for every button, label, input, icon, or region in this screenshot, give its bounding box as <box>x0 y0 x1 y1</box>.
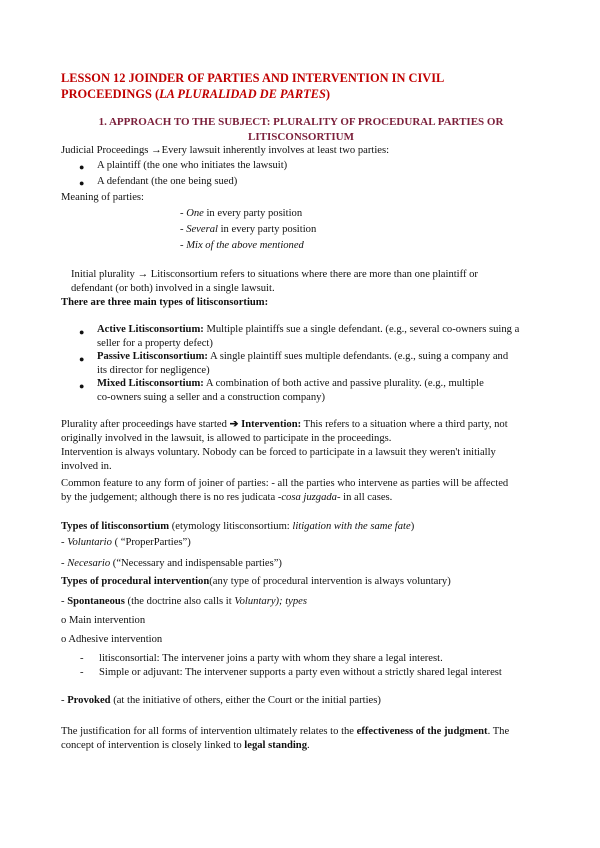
list-item-continuation: its director for negligence) <box>97 365 210 376</box>
plurality-after-line-1: Plurality after proceedings have started ➔ Intervention: This refers to a situation where a third party, not <box>61 419 508 430</box>
types-procedural-heading: Types of procedural intervention(any type of procedural intervention is always voluntary) <box>61 576 451 587</box>
justification-line-1: The justification for all forms of intervention ultimately relates to the effectiveness of the judgment. The <box>61 726 510 737</box>
provoked-item: - Provoked (at the initiative of others, either the Court or the initial parties) <box>61 695 381 706</box>
bullet-icon: ● <box>79 327 85 337</box>
bullet-icon: ● <box>79 354 85 364</box>
list-item: Mixed Litisconsortium: A combination of both active and passive plurality. (e.g., multiple <box>97 378 484 389</box>
three-types-heading: There are three main types of litisconsortium: <box>61 297 269 308</box>
common-feature-line-2: by the judgement; although there is no res judicata -cosa juzgada- in all cases. <box>61 492 393 503</box>
common-feature-line-1: Common feature to any form of joiner of parties: - all the parties who intervene as parties will be affected <box>61 478 509 489</box>
necesario-item: - Necesario (“Necessary and indispensable parties”) <box>61 558 282 569</box>
lesson-title-line-1: LESSON 12 JOINDER OF PARTIES AND INTERVENTION IN CIVIL <box>61 71 445 85</box>
bullet-icon: ● <box>79 162 85 172</box>
list-item: A defendant (the one being sued) <box>97 176 238 187</box>
list-item-continuation: co-owners suing a seller and a construction company) <box>97 392 325 403</box>
initial-plurality-line-1: Initial plurality → Litisconsortium refers to situations where there are more than one plaintiff or <box>71 269 478 280</box>
judicial-intro: Judicial Proceedings →Every lawsuit inherently involves at least two parties: <box>61 145 390 156</box>
litisconsortial-item: litisconsortial: The intervener joins a party with whom they share a legal interest. <box>99 653 443 664</box>
list-item: A plaintiff (the one who initiates the lawsuit) <box>97 160 288 171</box>
section-heading-line-1: 1. APPROACH TO THE SUBJECT: PLURALITY OF PROCEDURAL PARTIES OR <box>98 116 504 128</box>
list-item-continuation: seller for a property defect) <box>97 338 213 349</box>
meaning-item: - Mix of the above mentioned <box>180 240 304 251</box>
plurality-after-line-2: originally involved in the lawsuit, is allowed to participate in the proceedings. <box>61 433 392 444</box>
dash-icon: - <box>80 667 84 678</box>
main-intervention-item: o Main intervention <box>61 615 146 626</box>
bullet-icon: ● <box>79 381 85 391</box>
meaning-item: - One in every party position <box>180 208 303 219</box>
justification-line-2: concept of intervention is closely linked to legal standing. <box>61 740 310 751</box>
meaning-item: - Several in every party position <box>180 224 317 235</box>
plurality-after-line-4: involved in. <box>61 461 112 472</box>
types-litisconsortium-heading: Types of litisconsortium (etymology litisconsortium: litigation with the same fate) <box>61 521 415 532</box>
initial-plurality-line-2: defendant (or both) involved in a single lawsuit. <box>71 283 275 294</box>
bullet-icon: ● <box>79 178 85 188</box>
section-heading-line-2: LITISCONSORTIUM <box>248 131 354 143</box>
meaning-label: Meaning of parties: <box>61 192 144 203</box>
list-item: Active Litisconsortium: Multiple plaintiffs sue a single defendant. (e.g., several co-owners suing a <box>97 324 520 335</box>
adhesive-intervention-item: o Adhesive intervention <box>61 634 163 645</box>
voluntario-item: - Voluntario ( “ProperParties”) <box>61 537 191 548</box>
lesson-title-line-2: PROCEEDINGS (LA PLURALIDAD DE PARTES) <box>61 87 330 101</box>
spontaneous-item: - Spontaneous (the doctrine also calls it Voluntary); types <box>61 596 307 607</box>
list-item: Passive Litisconsortium: A single plaintiff sues multiple defendants. (e.g., suing a company and <box>97 351 509 362</box>
simple-adjuvant-item: Simple or adjuvant: The intervener supports a party even without a strictly shared legal interest <box>99 667 502 678</box>
dash-icon: - <box>80 653 84 664</box>
plurality-after-line-3: Intervention is always voluntary. Nobody can be forced to participate in a lawsuit they weren't initially <box>61 447 496 458</box>
